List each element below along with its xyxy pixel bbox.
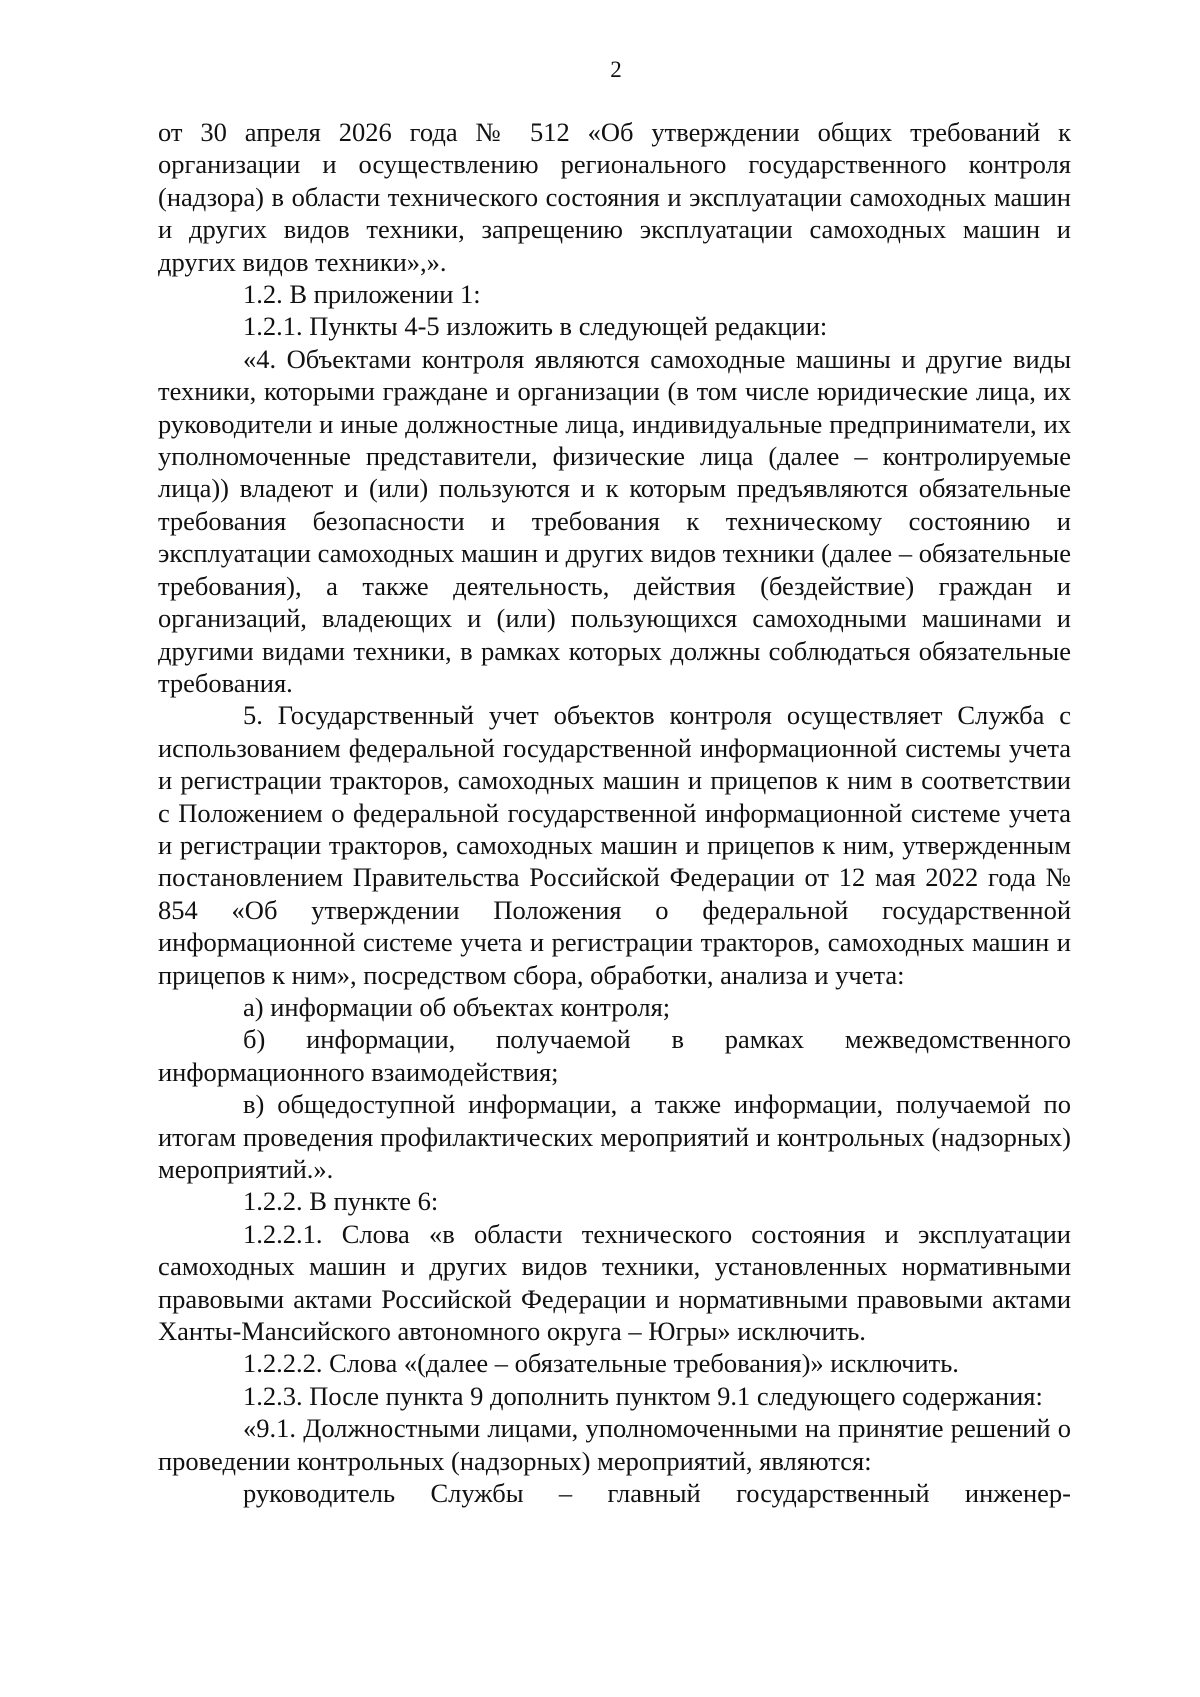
document-body xyxy=(158,116,1071,1509)
paragraph-subitem-b: б) информации, получаемой в рамках межведомственного информационного взаимодействия; xyxy=(158,1024,1071,1087)
paragraph-1-2-2-2: 1.2.2.2. Слова «(далее – обязательные требования)» исключить. xyxy=(243,1348,959,1379)
paragraph-subitem-a: а) информации об объектах контроля; xyxy=(243,991,671,1022)
paragraph-1-2-2: 1.2.2. В пункте 6: xyxy=(243,1186,439,1217)
paragraph-subitem-v: в) общедоступной информации, а также информации, получаемой по итогам проведения профилактических мероприятий и контрольных (надзорных) мероприятий.». xyxy=(158,1089,1071,1184)
paragraph-1-2: 1.2. В приложении 1: xyxy=(243,279,481,310)
paragraph-head-of-service: руководитель Службы – главный государственный инженер- xyxy=(243,1478,1071,1509)
paragraph-1-2-3: 1.2.3. После пункта 9 дополнить пунктом 9.1 следующего содержания: xyxy=(243,1380,1043,1411)
paragraph-item-5: 5. Государственный учет объектов контроля осуществляет Служба с использованием федеральной государственной информационной системы учета и регистрации тракторов, самоходных машин и прицепов к ним в соответствии с Положением о федеральной государственной информационной системе учета и регистрации тракторов, самоходных машин и прицепов к ним, утвержденным постановлением Правительства Российской Федерации от 12 мая 2022 года № 854 «Об утверждении Положения о федеральной государственной информационной системе учета и регистрации тракторов, самоходных машин и прицепов к ним», посредством сбора, обработки, анализа и учета: xyxy=(158,700,1071,990)
paragraph-1-2-1: 1.2.1. Пункты 4-5 изложить в следующей редакции: xyxy=(243,311,828,342)
paragraph-item-4: «4. Объектами контроля являются самоходные машины и другие виды техники, которыми граждане и организации (в том числе юридические лица, их руководители и иные должностные лица, индивидуальные предприниматели, их уполномоченные представители, физические лица (далее – контролируемые лица)) владеют и (или) пользуются и к которым предъявляются обязательные требования безопасности и требования к техническому состоянию и эксплуатации самоходных машин и других видов техники (далее – обязательные требования), а также деятельность, действия (бездействие) граждан и организаций, владеющих и (или) пользующихся самоходными машинами и другими видами техники, в рамках которых должны соблюдаться обязательные требования. xyxy=(158,343,1071,698)
paragraph-item-9-1: «9.1. Должностными лицами, уполномоченными на принятие решений о проведении контрольных (надзорных) мероприятий, являются: xyxy=(158,1413,1071,1476)
paragraph-1-2-2-1: 1.2.2.1. Слова «в области технического состояния и эксплуатации самоходных машин и других видов техники, установленных нормативными правовыми актами Российской Федерации и нормативными правовыми актами Ханты-Мансийского автономного округа – Югры» исключить. xyxy=(158,1218,1071,1347)
page-number: 2 xyxy=(610,57,622,82)
paragraph-continuation: от 30 апреля 2026 года № 512 «Об утверждении общих требований к организации и осуществлению регионального государственного контроля (надзора) в области технического состояния и эксплуатации самоходных машин и других видов техники, запрещению эксплуатации самоходных машин и других видов техники»,». xyxy=(158,117,1071,277)
